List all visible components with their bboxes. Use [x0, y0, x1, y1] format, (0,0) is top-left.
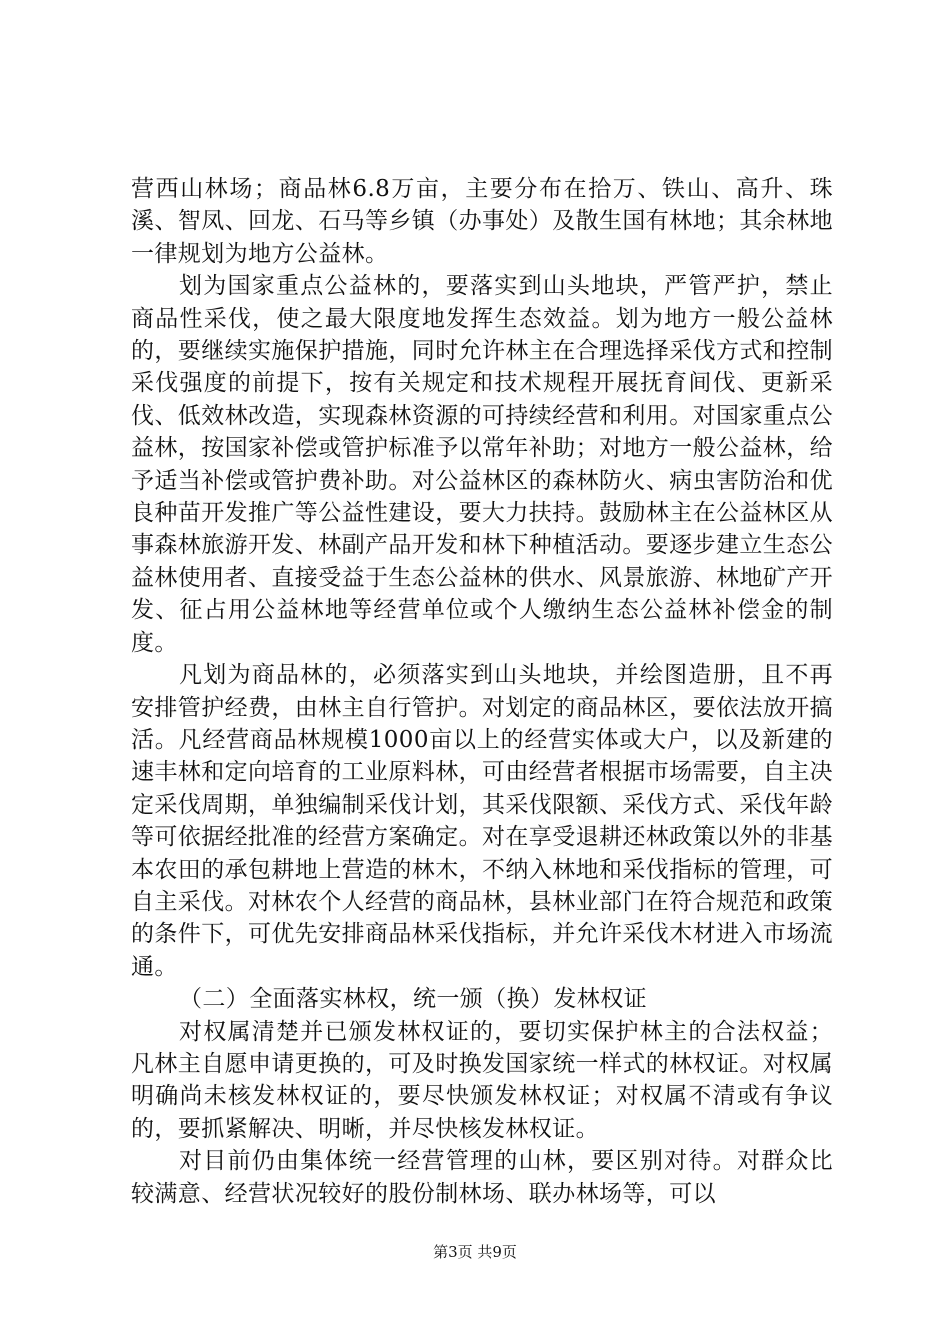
- paragraph-3: 凡划为商品林的，必须落实到山头地块，并绘图造册，且不再安排管护经费，由林主自行管护。对划定的商品林区，要依法放开搞活。凡经营商品林规模1000亩以上的经营实体或大户，以及新建的速丰林和定向培育的工业原料林，可由经营者根据市场需要，自主决定采伐周期，单独编制采伐计划，其采伐限额、采伐方式、采伐年龄等可依据经批准的经营方案确定。对在享受退耕还林政策以外的非基本农田的承包耕地上营造的林木，不纳入林地和采伐指标的管理，可自主采伐。对林农个人经营的商品林，县林业部门在符合规范和政策的条件下，可优先安排商品林采伐指标，并允许采伐木材进入市场流通。: [131, 662, 833, 980]
- paragraph-4: 对权属清楚并已颁发林权证的，要切实保护林主的合法权益；凡林主自愿申请更换的，可及时换发国家统一样式的林权证。对权属明确尚未核发林权证的，要尽快颁发林权证；对权属不清或有争议的，要抓紧解决、明晰，并尽快核发林权证。: [131, 1018, 833, 1142]
- paragraph-2: 划为国家重点公益林的，要落实到山头地块，严管严护，禁止商品性采伐，使之最大限度地发挥生态效益。划为地方一般公益林的，要继续实施保护措施，同时允许林主在合理选择采伐方式和控制采伐强度的前提下，按有关规定和技术规程开展抚育间伐、更新采伐、低效林改造，实现森林资源的可持续经营和利用。对国家重点公益林，按国家补偿或管护标准予以常年补助；对地方一般公益林，给予适当补偿或管护费补助。对公益林区的森林防火、病虫害防治和优良种苗开发推广等公益性建设，要大力扶持。鼓励林主在公益林区从事森林旅游开发、林副产品开发和林下种植活动。要逐步建立生态公益林使用者、直接受益于生态公益林的供水、风景旅游、林地矿产开发、征占用公益林地等经营单位或个人缴纳生态公益林补偿金的制度。: [131, 273, 833, 656]
- document-body: [131, 173, 833, 1210]
- page-number-footer: 第3页 共9页: [433, 1243, 517, 1261]
- section-heading: （二）全面落实林权，统一颁（换）发林权证: [179, 986, 647, 1013]
- paragraph-1: 营西山林场；商品林6.8万亩，主要分布在拾万、铁山、高升、珠溪、智凤、回龙、石马等乡镇（办事处）及散生国有林地；其余林地一律规划为地方公益林。: [131, 176, 833, 267]
- paragraph-5: 对目前仍由集体统一经营管理的山林，要区别对待。对群众比较满意、经营状况较好的股份制林场、联办林场等，可以: [131, 1148, 833, 1207]
